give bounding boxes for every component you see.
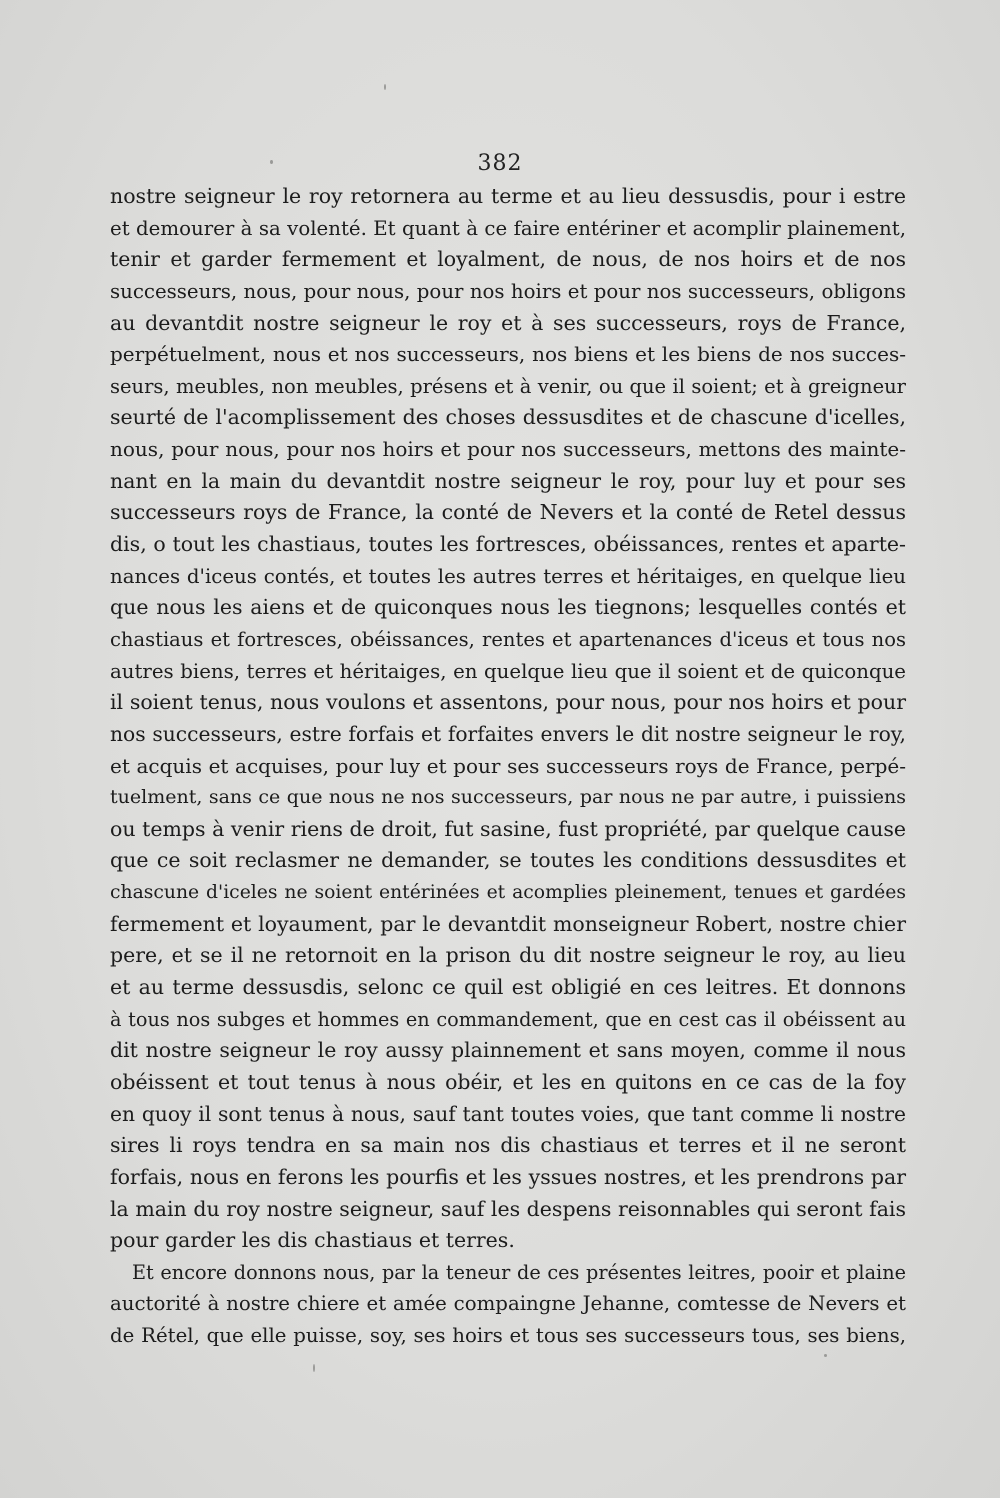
page-number: 382 [477, 151, 523, 176]
text-line: fermement et loyaument, par le devantdit monseigneur Robert, nostre chier [110, 911, 906, 936]
paper-speck [384, 84, 386, 90]
text-line: sires li roys tendra en sa main nos dis chastiaus et terres et il ne seront [110, 1133, 906, 1158]
text-line: nos successeurs, estre forfais et forfaites envers le dit nostre seigneur le roy, [110, 721, 906, 746]
text-line: à tous nos subges et hommes en commandement, que en cest cas il obéissent au [110, 1007, 906, 1031]
text-line: seurté de l'acomplissement des choses dessusdites et de chascune d'icelles, [110, 405, 906, 430]
text-line: il soient tenus, nous voulons et assentons, pour nous, pour nos hoirs et pour [110, 690, 906, 715]
text-line: et acquis et acquises, pour luy et pour ses successeurs roys de France, perpé- [110, 753, 906, 778]
text-line: seurs, meubles, non meubles, présens et à venir, ou que il soient; et à greigneur [110, 374, 906, 398]
text-line: et demourer à sa volenté. Et quant à ce faire entériner et acomplir plainement, [110, 216, 906, 240]
text-line: chastiaus et fortresces, obéissances, rentes et apartenances d'iceus et tous nos [110, 627, 906, 651]
text-line: autres biens, terres et héritaiges, en quelque lieu que il soient et de quiconque [110, 659, 906, 683]
text-line: nous, pour nous, pour nos hoirs et pour nos successeurs, mettons des mainte- [110, 437, 906, 462]
paper-speck [824, 1354, 827, 1357]
text-line: de Rétel, que elle puisse, soy, ses hoirs et tous ses successeurs tous, ses biens, [110, 1324, 906, 1348]
text-line: nant en la main du devantdit nostre seigneur le roy, pour luy et pour ses [110, 468, 906, 493]
text-line: chascune d'iceles ne soient entérinées et acomplies pleinement, tenues et gardées [110, 882, 906, 904]
text-line: et au terme dessusdis, selonc ce quil est obligié en ces leitres. Et donnons [110, 975, 906, 1000]
text-line: dis, o tout les chastiaus, toutes les fortresces, obéissances, rentes et aparte- [110, 532, 906, 557]
text-line: ou temps à venir riens de droit, fut sasine, fust propriété, par quelque cause [110, 816, 906, 841]
text-line: que ce soit reclasmer ne demander, se toutes les conditions dessusdites et [110, 848, 906, 873]
text-line: obéissent et tout tenus à nous obéir, et les en quitons en ce cas de la foy [110, 1069, 906, 1094]
paragraph-end-line: pour garder les dis chastiaus et terres. [110, 1228, 515, 1253]
text-line: nances d'iceus contés, et toutes les autres terres et héritaiges, en quelque lieu [110, 564, 906, 588]
paragraph-start-line: Et encore donnons nous, par la teneur de ces présentes leitres, pooir et plaine [132, 1260, 906, 1284]
text-line: successeurs, nous, pour nous, pour nos hoirs et pour nos successeurs, obligons [110, 279, 906, 303]
text-line: auctorité à nostre chiere et amée compaingne Jehanne, comtesse de Nevers et [110, 1292, 906, 1316]
paper-speck [313, 1364, 315, 1372]
text-line: tuelment, sans ce que nous ne nos successeurs, par nous ne par autre, i puissiens [110, 786, 906, 809]
text-line: perpétuelment, nous et nos successeurs, nos biens et les biens de nos succes- [110, 342, 906, 367]
text-line: pere, et se il ne retornoit en la prison du dit nostre seigneur le roy, au lieu [110, 943, 906, 968]
body-text [110, 181, 906, 1352]
text-line: que nous les aiens et de quiconques nous les tiegnons; lesquelles contés et [110, 595, 906, 620]
text-line: tenir et garder fermement et loyalment, de nous, de nos hoirs et de nos [110, 247, 906, 272]
text-line: au devantdit nostre seigneur le roy et à ses successeurs, roys de France, [110, 310, 906, 335]
text-line: nostre seigneur le roy retornera au terme et au lieu dessusdis, pour i estre [110, 184, 906, 208]
text-line: forfais, nous en ferons les pourfis et les yssues nostres, et les prendrons par [110, 1164, 906, 1189]
text-line: en quoy il sont tenus à nous, sauf tant toutes voies, que tant comme li nostre [110, 1101, 906, 1126]
text-line: dit nostre seigneur le roy aussy plainnement et sans moyen, comme il nous [110, 1038, 906, 1063]
text-line: la main du roy nostre seigneur, sauf les despens reisonnables qui seront fais [110, 1196, 906, 1221]
text-line: successeurs roys de France, la conté de Nevers et la conté de Retel dessus [110, 500, 906, 525]
